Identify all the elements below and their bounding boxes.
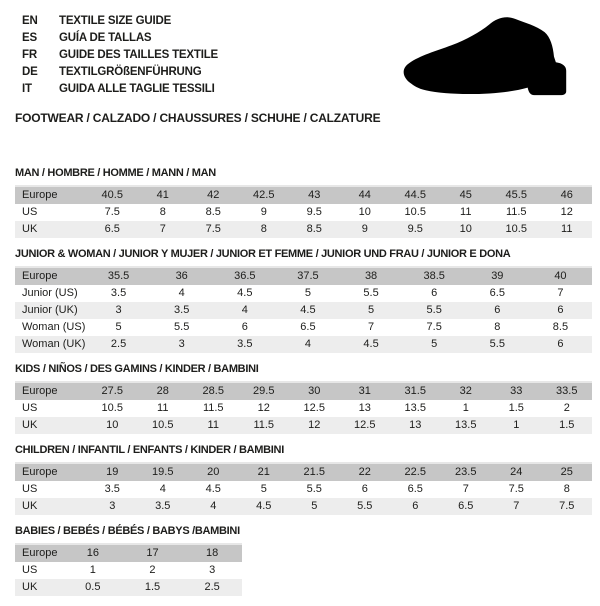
size-cell: 25 <box>542 463 593 481</box>
section-junior-woman <box>15 248 592 353</box>
size-cell: 33 <box>491 382 542 400</box>
size-cell: 44.5 <box>390 186 441 204</box>
size-cell: 3.5 <box>104 483 120 495</box>
size-cell: 10 <box>87 417 138 434</box>
language-code: DE <box>22 66 38 78</box>
size-cell: 10.5 <box>138 417 189 434</box>
size-cell: 2.5 <box>87 336 150 353</box>
size-cell: 5.5 <box>340 498 391 515</box>
size-cell: 3.5 <box>110 287 127 299</box>
size-cell: 13.5 <box>441 417 492 434</box>
size-cell: 6.5 <box>87 221 138 238</box>
size-cell: 11 <box>157 402 169 414</box>
table-row <box>15 463 592 481</box>
size-cell: 27.5 <box>87 382 138 400</box>
row-label: US <box>22 564 38 576</box>
size-cell: 8.5 <box>552 321 569 333</box>
size-cell: 6.5 <box>441 498 492 515</box>
row-label: US <box>22 206 38 218</box>
size-cell: 4.5 <box>239 498 290 515</box>
section-title-junior-woman: JUNIOR & WOMAN / JUNIOR Y MUJER / JUNIOR ET FEMME / JUNIOR UND FRAU / JUNIOR E DONA <box>15 248 511 260</box>
size-cell: 7.5 <box>508 483 524 495</box>
size-cell: 4 <box>213 302 276 319</box>
size-cell: 3 <box>209 564 216 576</box>
language-label: GUÍA DE TALLAS <box>59 32 152 44</box>
size-table-children <box>15 462 592 515</box>
size-cell: 3.5 <box>138 498 189 515</box>
size-cell: 7.5 <box>542 498 593 515</box>
size-cell: 4.5 <box>205 483 221 495</box>
size-cell: 12 <box>257 402 270 414</box>
size-cell: 4 <box>276 336 339 353</box>
size-cell: 4 <box>178 287 185 299</box>
size-cell: 43 <box>289 186 340 204</box>
size-cell: 11 <box>542 221 593 238</box>
row-label: Europe <box>15 463 87 481</box>
size-tables <box>15 167 592 606</box>
row-label: Junior (UK) <box>15 302 87 319</box>
size-cell: 5.5 <box>466 336 529 353</box>
language-row <box>22 30 218 47</box>
size-cell: 31 <box>340 382 391 400</box>
size-cell: 20 <box>188 463 239 481</box>
size-cell: 6 <box>241 321 248 333</box>
size-cell: 23.5 <box>441 463 492 481</box>
size-cell: 36 <box>150 267 213 285</box>
size-cell: 6.5 <box>407 483 423 495</box>
size-cell: 9.5 <box>390 221 441 238</box>
size-cell: 4.5 <box>340 336 403 353</box>
size-cell: 10.5 <box>101 402 123 414</box>
row-label: Europe <box>15 544 63 562</box>
size-cell: 5 <box>304 287 311 299</box>
section-title-babies: BABIES / BEBÉS / BÉBÉS / BABYS /BAMBINI <box>15 525 240 537</box>
size-cell: 5.5 <box>363 287 379 299</box>
section-title-man: MAN / HOMBRE / HOMME / MANN / MAN <box>15 167 216 179</box>
size-cell: 19 <box>87 463 138 481</box>
size-cell: 41 <box>138 186 189 204</box>
size-cell: 4 <box>188 498 239 515</box>
size-cell: 10 <box>358 206 371 218</box>
language-label: TEXTILGRÖßENFÜHRUNG <box>59 66 202 78</box>
size-cell: 45 <box>441 186 492 204</box>
table-row <box>15 400 592 417</box>
size-cell: 8 <box>239 221 290 238</box>
size-cell: 4 <box>159 483 166 495</box>
size-cell: 5 <box>115 321 122 333</box>
size-cell: 6.5 <box>489 287 505 299</box>
size-cell: 38.5 <box>403 267 466 285</box>
size-cell: 2 <box>149 564 156 576</box>
size-cell: 11 <box>460 206 472 218</box>
size-table-junior-woman <box>15 266 592 353</box>
table-row <box>15 267 592 285</box>
size-cell: 4.5 <box>276 302 339 319</box>
size-cell: 38 <box>340 267 403 285</box>
size-cell: 10 <box>441 221 492 238</box>
size-cell: 6 <box>466 302 529 319</box>
size-cell: 18 <box>182 544 242 562</box>
size-cell: 29.5 <box>239 382 290 400</box>
table-row <box>15 285 592 302</box>
size-cell: 32 <box>441 382 492 400</box>
row-label: UK <box>15 417 87 434</box>
size-cell: 33.5 <box>542 382 593 400</box>
table-row <box>15 417 592 434</box>
size-cell: 28 <box>138 382 189 400</box>
size-cell: 36.5 <box>213 267 276 285</box>
size-cell: 5 <box>289 498 340 515</box>
row-label: UK <box>15 221 87 238</box>
size-cell: 7.5 <box>104 206 120 218</box>
size-cell: 2.5 <box>182 579 242 596</box>
row-label: Woman (US) <box>22 321 86 333</box>
size-cell: 1 <box>462 402 469 414</box>
size-cell: 40.5 <box>87 186 138 204</box>
table-row <box>15 186 592 204</box>
table-row <box>15 204 592 221</box>
size-cell: 6.5 <box>300 321 316 333</box>
row-label: US <box>22 483 38 495</box>
size-cell: 12 <box>289 417 340 434</box>
size-cell: 9 <box>260 206 267 218</box>
size-cell: 9.5 <box>306 206 322 218</box>
size-cell: 1.5 <box>508 402 524 414</box>
language-label: TEXTILE SIZE GUIDE <box>59 15 172 27</box>
size-cell: 7.5 <box>426 321 442 333</box>
section-man <box>15 167 592 238</box>
size-cell: 6 <box>390 498 441 515</box>
size-cell: 6 <box>529 302 592 319</box>
size-cell: 35.5 <box>87 267 150 285</box>
language-row <box>22 81 218 98</box>
section-children <box>15 444 592 515</box>
size-cell: 5.5 <box>306 483 322 495</box>
size-cell: 0.5 <box>63 579 123 596</box>
size-cell: 8 <box>494 321 501 333</box>
size-cell: 16 <box>63 544 123 562</box>
size-cell: 13 <box>390 417 441 434</box>
size-cell: 4.5 <box>237 287 253 299</box>
size-cell: 30 <box>289 382 340 400</box>
table-row <box>15 319 592 336</box>
size-cell: 11.5 <box>505 206 527 218</box>
size-cell: 17 <box>123 544 183 562</box>
size-cell: 1 <box>491 417 542 434</box>
row-label: UK <box>15 498 87 515</box>
size-cell: 12.5 <box>340 417 391 434</box>
language-code: FR <box>22 49 37 61</box>
row-label: Europe <box>15 186 87 204</box>
size-cell: 22.5 <box>390 463 441 481</box>
size-table-kids <box>15 381 592 434</box>
size-cell: 5 <box>403 336 466 353</box>
size-cell: 5.5 <box>174 321 190 333</box>
table-row <box>15 579 242 596</box>
size-table-man <box>15 185 592 238</box>
size-cell: 21 <box>239 463 290 481</box>
language-label: GUIDA ALLE TAGLIE TESSILI <box>59 83 215 95</box>
size-cell: 6 <box>361 483 368 495</box>
size-cell: 7 <box>557 287 564 299</box>
table-row <box>15 562 242 579</box>
size-cell: 11.5 <box>202 402 224 414</box>
size-cell: 11.5 <box>239 417 290 434</box>
size-cell: 3 <box>87 302 150 319</box>
size-cell: 3 <box>150 336 213 353</box>
size-cell: 42.5 <box>239 186 290 204</box>
size-cell: 3.5 <box>150 302 213 319</box>
size-cell: 12.5 <box>303 402 325 414</box>
language-row <box>22 47 218 64</box>
size-cell: 5.5 <box>403 302 466 319</box>
row-label: UK <box>15 579 63 596</box>
size-cell: 8.5 <box>205 206 221 218</box>
size-cell: 7 <box>462 483 469 495</box>
section-title-children: CHILDREN / INFANTIL / ENFANTS / KINDER / BAMBINI <box>15 444 284 456</box>
size-cell: 3.5 <box>213 336 276 353</box>
table-row <box>15 302 592 319</box>
category-header: FOOTWEAR / CALZADO / CHAUSSURES / SCHUHE / CALZATURE <box>15 111 381 125</box>
size-cell: 46 <box>542 186 593 204</box>
size-cell: 19.5 <box>138 463 189 481</box>
size-cell: 5 <box>340 302 403 319</box>
size-cell: 1.5 <box>542 417 593 434</box>
size-cell: 7 <box>138 221 189 238</box>
table-row <box>15 544 242 562</box>
row-label: Europe <box>15 382 87 400</box>
size-cell: 44 <box>340 186 391 204</box>
size-cell: 7 <box>491 498 542 515</box>
language-code: EN <box>22 15 38 27</box>
size-cell: 7 <box>368 321 375 333</box>
row-label: Woman (UK) <box>15 336 87 353</box>
row-label: US <box>22 402 38 414</box>
size-cell: 6 <box>529 336 592 353</box>
size-cell: 8.5 <box>289 221 340 238</box>
section-kids <box>15 363 592 434</box>
size-cell: 13 <box>358 402 371 414</box>
language-row <box>22 64 218 81</box>
language-label: GUIDE DES TAILLES TEXTILE <box>59 49 218 61</box>
size-cell: 1 <box>89 564 96 576</box>
row-label: Junior (US) <box>22 287 78 299</box>
size-cell: 40 <box>529 267 592 285</box>
language-row <box>22 13 218 30</box>
table-row <box>15 336 592 353</box>
language-code: ES <box>22 32 37 44</box>
table-row <box>15 498 592 515</box>
section-title-kids: KIDS / NIÑOS / DES GAMINS / KINDER / BAMBINI <box>15 363 259 375</box>
row-label: Europe <box>15 267 87 285</box>
size-cell: 9 <box>340 221 391 238</box>
size-cell: 10.5 <box>491 221 542 238</box>
size-cell: 7.5 <box>188 221 239 238</box>
size-cell: 3 <box>87 498 138 515</box>
table-row <box>15 221 592 238</box>
size-cell: 39 <box>466 267 529 285</box>
size-cell: 1.5 <box>123 579 183 596</box>
size-cell: 37.5 <box>276 267 339 285</box>
size-cell: 8 <box>159 206 166 218</box>
size-cell: 24 <box>491 463 542 481</box>
size-cell: 11 <box>188 417 239 434</box>
size-cell: 42 <box>188 186 239 204</box>
size-cell: 12 <box>560 206 573 218</box>
size-cell: 28.5 <box>188 382 239 400</box>
size-cell: 6 <box>431 287 438 299</box>
size-cell: 5 <box>260 483 267 495</box>
size-table-babies <box>15 543 242 596</box>
size-cell: 8 <box>563 483 570 495</box>
section-babies <box>15 525 592 596</box>
language-list <box>22 13 218 98</box>
size-cell: 13.5 <box>404 402 426 414</box>
size-cell: 22 <box>340 463 391 481</box>
table-row <box>15 481 592 498</box>
size-cell: 31.5 <box>390 382 441 400</box>
size-cell: 45.5 <box>491 186 542 204</box>
table-row <box>15 382 592 400</box>
size-cell: 2 <box>563 402 570 414</box>
size-cell: 21.5 <box>289 463 340 481</box>
dress-shoe-icon <box>397 13 585 103</box>
language-code: IT <box>22 83 32 95</box>
size-cell: 10.5 <box>404 206 426 218</box>
